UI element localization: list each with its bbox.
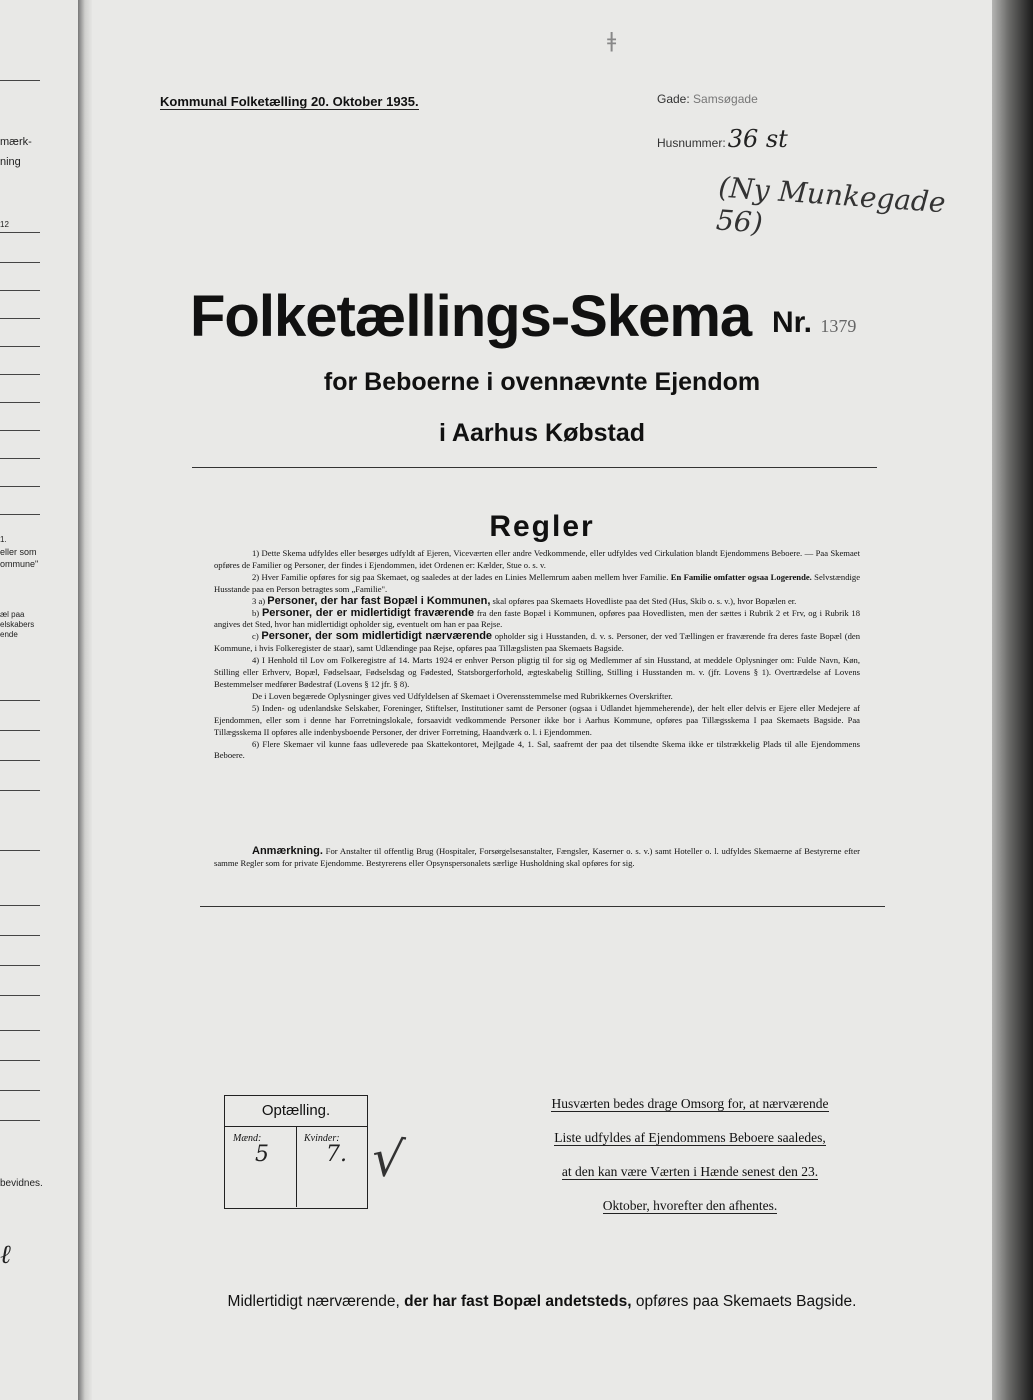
landlord-notice xyxy=(522,1095,858,1231)
remark xyxy=(214,846,860,870)
margin-text: ommune" xyxy=(0,559,39,569)
rule-3a: 3 a) Personer, der har fast Bopæl i Kommunen, skal opføres paa Skemaets Hovedliste paa det Sted (Hus, Skib o. s. v.), hvor Bopælen er. xyxy=(252,594,797,607)
remark-label: Anmærkning. xyxy=(252,845,323,857)
men-count: 5 xyxy=(255,1142,269,1167)
rules-heading: Regler xyxy=(489,510,595,543)
rules-body xyxy=(214,548,860,762)
notice-line: Husværten bedes drage Omsorg for, at nærværende xyxy=(551,1096,829,1111)
left-page-fragment xyxy=(0,0,80,1400)
margin-text: æl paa xyxy=(0,610,25,619)
rule-5: 5) Inden- og udenlandske Selskaber, Foreninger, Stiftelser, Institutioner samt de Personer (ogsaa i Udlandet hjemmeherende), der helt eller delvis er Ejere eller Medejere af Ejendommen, eller som i denne har Forretningslokale, forsaavidt vedkommende Personer ikke bor i Aarhus Kommune, opføres paa Tillægsskema I paa Skemaets Bagside. Paa Tillægsskema II opføres alle indenbysboende Personer, der driver Forretning, Haandværk o. l. i Ejendommen. xyxy=(214,702,860,737)
notice-line: Liste udfyldes af Ejendommens Beboere saaledes, xyxy=(554,1130,826,1145)
street-label: Gade: xyxy=(657,92,690,106)
rule-6: 6) Flere Skemaer vil kunne faas udleverede paa Skattekontoret, Mejlgade 4, 1. Sal, saafremt der paa det tilsendte Skema ikke er tilstrækkelig Plads til alle Ejendommens Beboere. xyxy=(214,738,860,761)
margin-text: ning xyxy=(0,156,21,168)
book-gutter xyxy=(78,0,92,1400)
margin-signature: ℓ xyxy=(0,1240,11,1270)
street-value: Samsøgade xyxy=(693,92,758,106)
rule-3c: c) Personer, der som midlertidigt nærværende opholder sig i Husstanden, d. v. s. Personer, der ved Tællingen er fraværende fra deres faste Bopæl (den Kommune, i hvis Folkeregister de staar), samt Udlændinge paa Rejse, opføres paa Tillægslisten paa Skemaets Bagside. xyxy=(214,630,860,654)
men-label: Mænd: xyxy=(233,1133,262,1144)
rule-4: 4) I Henhold til Lov om Folkeregistre af 14. Marts 1924 er enhver Person pligtig til for sig og Medlemmer af sin Husstand, at meddele Oplysninger om: Fulde Navn, Køn, Stilling eller Erhverv, Bopæl, Fødselsaar, Fødselsdag og Fødested, Statsborgerforhold, ægteskabelig Stilling, Stilling i Husstanden m. v. (jfr. Lovens § 1). Overtrædelse af Lovens Bestemmelser medfører Bødestraf (Lovens § 12 jfr. § 8). xyxy=(214,655,860,689)
divider xyxy=(192,467,877,468)
form-number-value: 1379 xyxy=(820,316,857,336)
rule-2: 2) Hver Familie opføres for sig paa Skemaet, og saaledes at der lades en Linies Mellemrum aaben mellem hver Familie. En Familie omfatter ogsaa Logerende. Selvstændige Husstande paa en Person betragtes som „Familie". xyxy=(214,571,861,594)
margin-text: ende xyxy=(0,630,18,639)
form-number-label: Nr. xyxy=(772,306,813,339)
notice-line: Oktober, hvorefter den afhentes. xyxy=(602,1198,778,1213)
women-count-cell xyxy=(296,1127,367,1207)
remark-text: For Anstalter til offentlig Brug (Hospitaler, Forsørgelsesanstalter, Fængsler, Kaserner o. s. v.) samt Hoteller o. l. udfyldes Skemaerne af Bestyrerne efter samme Regler som for private Ejendomme. Bestyrerens eller Opsynspersonalets særlige Husholdning skal opføres for sig. xyxy=(214,846,860,868)
checkmark-icon: √ xyxy=(369,1128,407,1190)
margin-text: mærk- xyxy=(0,136,32,148)
house-number-label: Husnummer: xyxy=(657,136,726,150)
margin-text: bevidnes. xyxy=(0,1178,43,1189)
page-edge xyxy=(992,0,1033,1400)
footer-note: Midlertidigt nærværende, der har fast Bopæl andetsteds, opføres paa Skemaets Bagside. xyxy=(227,1293,857,1310)
street-field xyxy=(657,92,758,106)
house-number-field xyxy=(657,125,788,153)
form-subtitle: for Beboerne i ovennævnte Ejendom xyxy=(323,368,761,396)
census-form-page xyxy=(92,0,992,1400)
margin-text: eller som xyxy=(0,547,37,557)
men-count-cell xyxy=(225,1127,297,1207)
rule-1: 1) Dette Skema udfyldes eller besørges udfyldt af Ejeren, Viceværten eller andre Vedkommende, eller udfyldes ved Cirkulation blandt Ejendommens Beboere. — Paa Skemaet opføres de Familier og Personer, der findes i Ejendommen, idet Ordenen er: Kælder, Stue o. s. v. xyxy=(214,548,860,570)
divider xyxy=(200,906,885,907)
form-number xyxy=(772,306,856,340)
house-number-value: 36 st xyxy=(727,125,788,153)
pencil-mark: ǂ xyxy=(607,28,617,52)
margin-text: 12 xyxy=(0,220,9,229)
margin-text: elskabers xyxy=(0,620,35,629)
margin-text: 1. xyxy=(0,535,7,544)
count-box xyxy=(224,1095,368,1209)
rule-3b: b) Personer, der er midlertidigt fraværende fra den faste Bopæl i Kommunen, opføres paa Hovedlisten, men der sættes i Rubrik 2 et Frv, og i Rubrik 18 angives det Sted, hvor han midlertidigt opholder sig, eventuelt om han er paa Rejse. xyxy=(214,606,860,630)
rule-4b: De i Loven begærede Oplysninger gives ved Udfyldelsen af Skemaet i Overensstemmelse med Rubrikkernes Overskrifter. xyxy=(252,690,673,701)
handwritten-annotation: (Ny Munkegade 56) xyxy=(715,170,947,240)
census-header-title: Kommunal Folketælling 20. Oktober 1935. xyxy=(160,94,419,109)
form-location: i Aarhus Købstad xyxy=(438,419,646,447)
count-box-title: Optælling. xyxy=(225,1096,367,1127)
form-title: Folketællings-Skema xyxy=(190,284,752,349)
notice-line: at den kan være Værten i Hænde senest den 23. xyxy=(561,1164,819,1179)
women-label: Kvinder: xyxy=(304,1133,340,1144)
women-count: 7. xyxy=(326,1142,347,1167)
